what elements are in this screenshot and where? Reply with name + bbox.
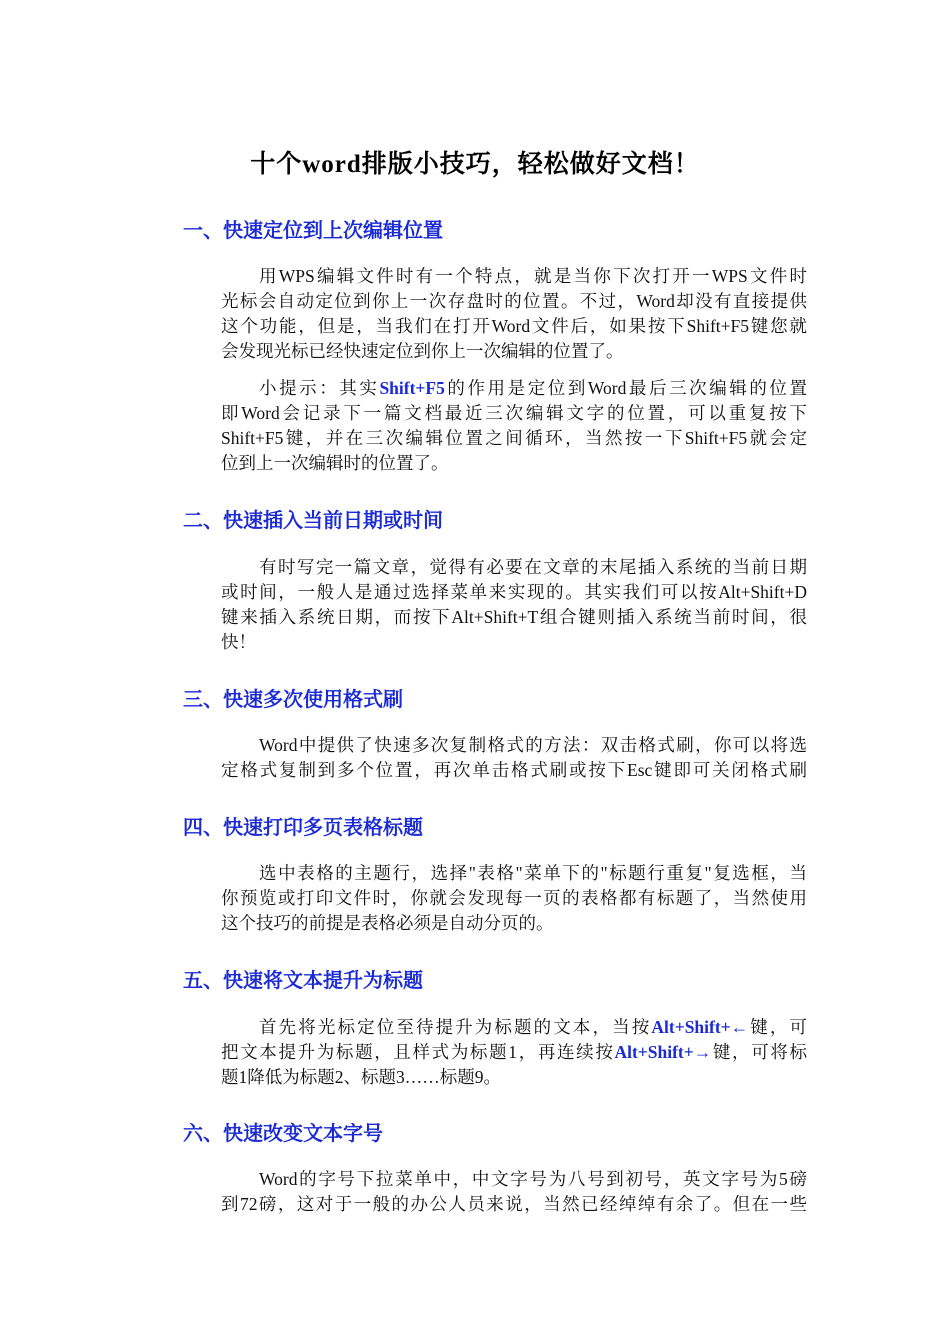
tip-suffix: 的作用是定位到Word最后三次编辑的位置 [444,378,807,398]
text-run: 首先将光标定位至待提升为标题的文本，当按 [259,1017,652,1037]
text-line [221,1015,807,1040]
text-line: 即Word会记录下一篇文档最近三次编辑文字的位置，可以重复按下 [221,403,807,423]
text-run: 键，可 [748,1017,808,1037]
text-line: 或时间，一般人是通过选择菜单来实现的。其实我们可以按Alt+Shift+D [221,582,807,602]
section-1-heading: 一、快速定位到上次编辑位置 [183,218,443,242]
text-line: Word中提供了快速多次复制格式的方法：双击格式刷，你可以将选 [259,735,807,755]
text-run: 把文本提升为标题，且样式为标题1，再连续按 [221,1042,615,1062]
section-2-heading: 二、快速插入当前日期或时间 [183,508,443,532]
text-line: 会发现光标已经快速定位到你上一次编辑的位置了。 [221,341,624,361]
text-line: 定格式复制到多个位置，再次单击格式刷或按下Esc键即可关闭格式刷 [221,760,807,780]
shortcut-key: Alt+Shift+→ [614,1042,712,1062]
text-line [221,376,807,401]
text-run: 键，可将标 [711,1042,808,1062]
section-1-tip-paragraph [221,376,807,476]
section-3-paragraph [221,733,807,783]
text-line: 这个功能，但是，当我们在打开Word文件后，如果按下Shift+F5键您就 [221,316,807,336]
document-title: 十个word排版小技巧，轻松做好文档！ [250,151,700,178]
shortcut-key: Alt+Shift+← [651,1017,749,1037]
section-4-paragraph [221,861,807,936]
text-line: Word的字号下拉菜单中，中文字号为八号到初号，英文字号为5磅 [259,1169,807,1189]
section-1-paragraph-1 [221,264,807,364]
text-line: 题1降低为标题2、标题3……标题9。 [221,1067,501,1087]
text-line: 键来插入系统日期，而按下Alt+Shift+T组合键则插入系统当前时间，很 [221,607,807,627]
section-4-heading: 四、快速打印多页表格标题 [183,815,423,839]
text-line: 用WPS编辑文件时有一个特点，就是当你下次打开一WPS文件时 [259,266,807,286]
text-line: 光标会自动定位到你上一次存盘时的位置。不过，Word却没有直接提供 [221,291,807,311]
section-5-paragraph [221,1015,807,1090]
section-6-paragraph [221,1167,807,1217]
text-line: Shift+F5键，并在三次编辑位置之间循环，当然按一下Shift+F5就会定 [221,428,807,448]
text-line: 快！ [221,632,256,652]
text-line: 位到上一次编辑时的位置了。 [221,453,449,473]
section-3-heading: 三、快速多次使用格式刷 [183,687,403,711]
section-2-paragraph [221,555,807,655]
text-line [221,1040,807,1065]
text-line: 选中表格的主题行，选择"表格"菜单下的"标题行重复"复选框，当 [259,863,807,883]
section-6-heading: 六、快速改变文本字号 [183,1121,383,1145]
text-line: 到72磅，这对于一般的办公人员来说，当然已经绰绰有余了。但在一些 [221,1194,807,1214]
text-line: 有时写完一篇文章，觉得有必要在文章的末尾插入系统的当前日期 [259,557,807,577]
text-line: 你预览或打印文件时，你就会发现每一页的表格都有标题了，当然使用 [221,888,807,908]
text-line: 这个技巧的前提是表格必须是自动分页的。 [221,913,554,933]
shortcut-key: Shift+F5 [379,378,445,398]
section-5-heading: 五、快速将文本提升为标题 [183,968,423,992]
tip-prefix: 小提示：其实 [259,378,380,398]
